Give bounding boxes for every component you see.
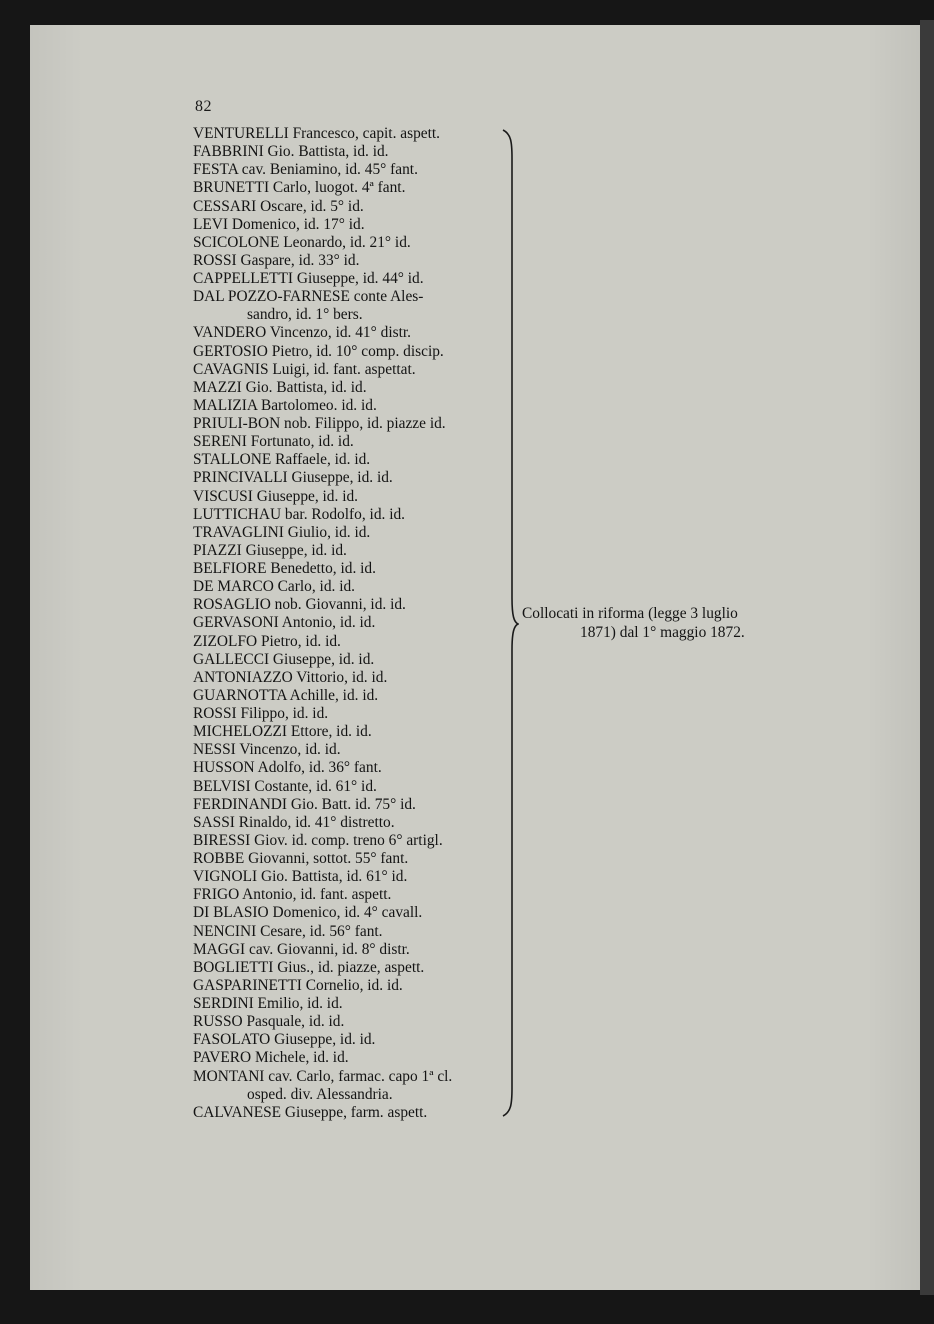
list-item: ANTONIAZZO Vittorio, id. id. xyxy=(193,668,388,686)
list-item: BELVISI Costante, id. 61° id. xyxy=(193,777,377,795)
list-item: NENCINI Cesare, id. 56° fant. xyxy=(193,922,383,940)
list-item: GASPARINETTI Cornelio, id. id. xyxy=(193,976,403,994)
list-item: SASSI Rinaldo, id. 41° distretto. xyxy=(193,813,395,831)
list-item: SERENI Fortunato, id. id. xyxy=(193,433,354,451)
list-item: DAL POZZO-FARNESE conte Ales- xyxy=(193,288,424,306)
list-item-continuation: osped. div. Alessandria. xyxy=(247,1085,393,1103)
list-item: FERDINANDI Gio. Batt. id. 75° id. xyxy=(193,795,416,813)
list-item: FASOLATO Giuseppe, id. id. xyxy=(193,1031,376,1049)
brace-annotation xyxy=(522,605,832,642)
list-item: LUTTICHAU bar. Rodolfo, id. id. xyxy=(193,505,406,523)
list-item: RUSSO Pasquale, id. id. xyxy=(193,1013,345,1031)
list-item: ROSSI Gaspare, id. 33° id. xyxy=(193,251,360,269)
list-item: BIRESSI Giov. id. comp. treno 6° artigl. xyxy=(193,831,443,849)
list-item: FABBRINI Gio. Battista, id. id. xyxy=(193,143,389,161)
list-item: VENTURELLI Francesco, capit. aspett. xyxy=(193,125,441,142)
list-item: ROBBE Giovanni, sottot. 55° fant. xyxy=(193,850,409,867)
list-item: BOGLIETTI Gius., id. piazze, aspett. xyxy=(193,958,425,976)
list-item: PAVERO Michele, id. id. xyxy=(193,1049,349,1067)
list-item: FESTA cav. Beniamino, id. 45° fant. xyxy=(193,161,418,179)
list-item: VANDERO Vincenzo, id. 41° distr. xyxy=(193,324,411,342)
list-item: VISCUSI Giuseppe, id. id. xyxy=(193,487,359,505)
list-item: CESSARI Oscare, id. 5° id. xyxy=(193,197,364,215)
adjacent-page-edge xyxy=(920,20,934,1295)
list-item: CAVAGNIS Luigi, id. fant. aspettat. xyxy=(193,360,416,378)
page-number: 82 xyxy=(195,98,212,115)
list-item: PRIULI-BON nob. Filippo, id. piazze id. xyxy=(193,415,446,432)
list-item: STALLONE Raffaele, id. id. xyxy=(193,451,371,469)
list-item: TRAVAGLINI Giulio, id. id. xyxy=(193,523,371,541)
list-item: GERTOSIO Pietro, id. 10° comp. discip. xyxy=(193,342,444,360)
list-item: CAPPELLETTI Giuseppe, id. 44° id. xyxy=(193,270,424,287)
list-item: HUSSON Adolfo, id. 36° fant. xyxy=(193,759,382,777)
name-list xyxy=(193,125,508,1122)
list-item: ROSAGLIO nob. Giovanni, id. id. xyxy=(193,596,406,614)
list-item: GERVASONI Antonio, id. id. xyxy=(193,614,376,632)
list-item: GALLECCI Giuseppe, id. id. xyxy=(193,650,375,668)
list-item: SCICOLONE Leonardo, id. 21° id. xyxy=(193,233,411,251)
list-item: CALVANESE Giuseppe, farm. aspett. xyxy=(193,1103,428,1121)
list-item: BRUNETTI Carlo, luogot. 4ª fant. xyxy=(193,179,406,197)
list-item: BELFIORE Benedetto, id. id. xyxy=(193,560,376,577)
list-item: MALIZIA Bartolomeo. id. id. xyxy=(193,396,377,414)
annotation-line: Collocati in riforma (legge 3 luglio xyxy=(522,605,738,622)
list-item: ROSSI Filippo, id. id. xyxy=(193,705,329,722)
list-item: VIGNOLI Gio. Battista, id. 61° id. xyxy=(193,868,408,886)
list-item: LEVI Domenico, id. 17° id. xyxy=(193,215,365,233)
list-item: DI BLASIO Domenico, id. 4° cavall. xyxy=(193,904,423,922)
annotation-line: 1871) dal 1° maggio 1872. xyxy=(580,623,745,641)
list-item: SERDINI Emilio, id. id. xyxy=(193,995,343,1012)
list-item: PRINCIVALLI Giuseppe, id. id. xyxy=(193,469,393,487)
list-item: MONTANI cav. Carlo, farmac. capo 1ª cl. xyxy=(193,1067,453,1085)
list-item: GUARNOTTA Achille, id. id. xyxy=(193,686,379,704)
list-item: FRIGO Antonio, id. fant. aspett. xyxy=(193,886,392,904)
list-item: NESSI Vincenzo, id. id. xyxy=(193,741,341,759)
list-item: DE MARCO Carlo, id. id. xyxy=(193,578,356,596)
list-item-continuation: sandro, id. 1° bers. xyxy=(247,306,363,324)
grouping-brace xyxy=(495,128,519,1118)
list-item: PIAZZI Giuseppe, id. id. xyxy=(193,541,347,559)
list-item: ZIZOLFO Pietro, id. id. xyxy=(193,632,341,650)
list-item: MICHELOZZI Ettore, id. id. xyxy=(193,723,372,741)
list-item: MAGGI cav. Giovanni, id. 8° distr. xyxy=(193,940,410,958)
list-item: MAZZI Gio. Battista, id. id. xyxy=(193,378,367,396)
